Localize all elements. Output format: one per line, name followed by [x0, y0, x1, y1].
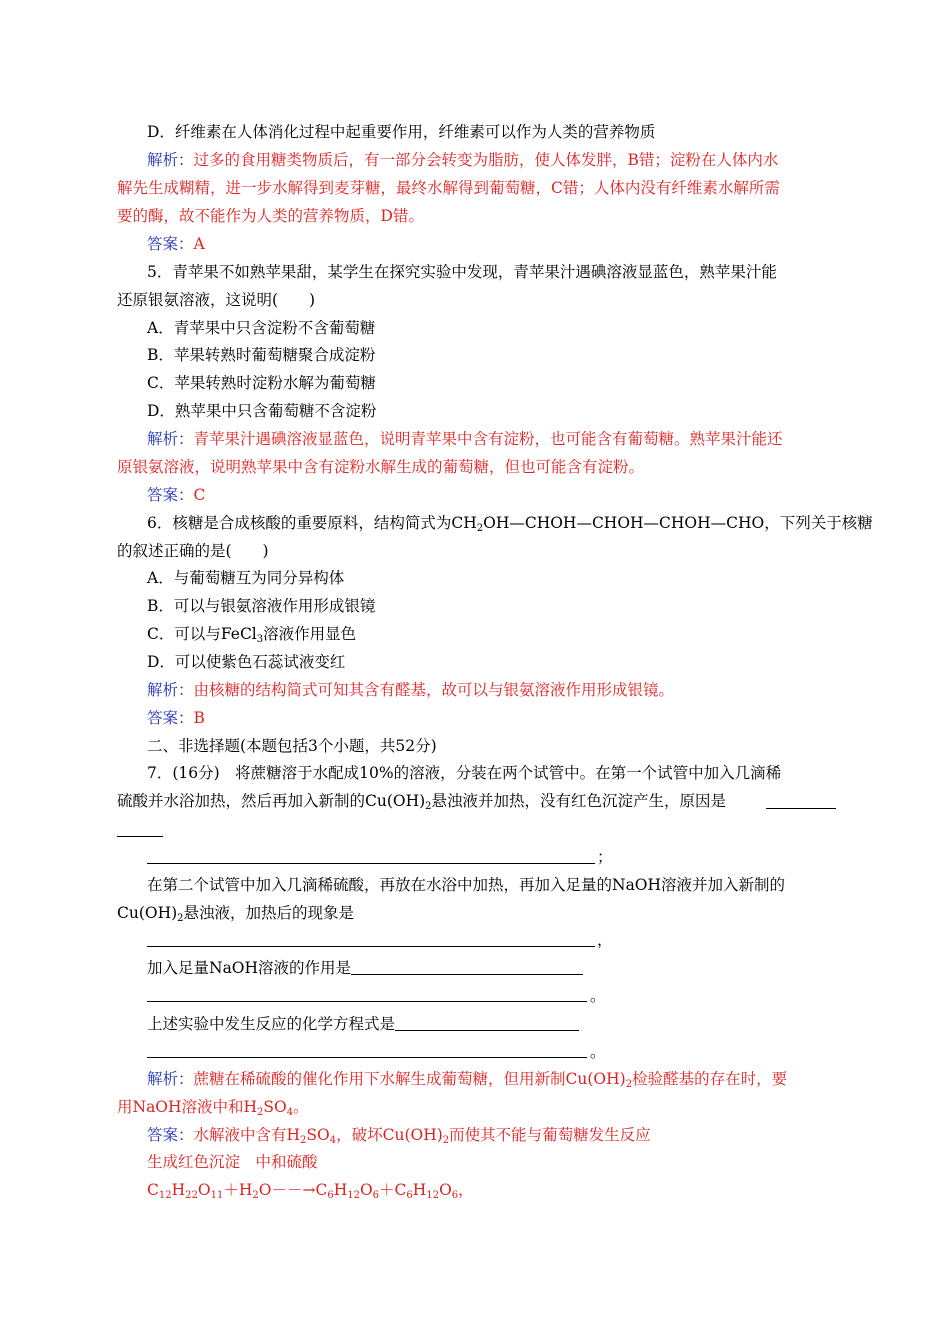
q4-analysis-line1: 解析：过多的食用糖类物质后，有一部分会转变为脂肪，使人体发胖，B错；淀粉在人体内水 [147, 151, 779, 169]
q6-option-d: D．可以使紫色石蕊试液变红 [147, 653, 346, 671]
q6-option-c: C．可以与FeCl$_3$溶液作用显色 [147, 625, 357, 645]
q5-option-b: B．苹果转熟时葡萄糖聚合成淀粉 [147, 346, 376, 364]
q4-option-d: D．纤维素在人体消化过程中起重要作用，纤维素可以作为人类的营养物质 [147, 123, 656, 141]
q4-answer: 答案：A [147, 235, 205, 253]
q6-stem-line2: 的叙述正确的是( ) [117, 542, 269, 560]
answer-blank-1c[interactable] [147, 863, 595, 864]
q5-answer: 答案：C [147, 486, 206, 504]
q7-answer-line1: 答案：水解液中含有$H_2SO_4$，破坏$Cu(OH)_2$而使其不能与葡萄糖发生反应 [147, 1126, 651, 1146]
q6-option-b: B．可以与银氨溶液作用形成银镜 [147, 597, 376, 615]
comma: ， [597, 931, 613, 949]
q7-para2-line1: 在第二个试管中加入几滴稀硫酸，再放在水浴中加热，再加入足量的NaOH溶液并加入新制的 [147, 876, 786, 894]
q5-option-a: A．青苹果中只含淀粉不含葡萄糖 [147, 319, 376, 337]
analysis-label: 解析： [147, 151, 194, 169]
answer-blank-1b[interactable] [117, 836, 163, 837]
q7-stem-line2: 硫酸并水浴加热，然后再加入新制的$Cu(OH)_2$悬浊液并加热，没有红色沉淀产生，原因是 [117, 792, 727, 812]
q7-equation-prompt: 上述实验中发生反应的化学方程式是 [147, 1014, 579, 1034]
period-2: 。 [590, 1043, 606, 1061]
q6-answer: 答案：B [147, 709, 205, 727]
q7-answer-line2: 生成红色沉淀 中和硫酸 [147, 1153, 318, 1171]
period-1: 。 [590, 987, 606, 1005]
section-heading: 二、非选择题(本题包括3个小题，共52分) [147, 737, 437, 755]
q7-para2-line2: $Cu(OH)_2$悬浊液，加热后的现象是 [117, 904, 355, 924]
answer-blank-1a[interactable] [766, 808, 836, 809]
q5-option-c: C．苹果转熟时淀粉水解为葡萄糖 [147, 374, 376, 392]
answer-blank-4a[interactable] [395, 1014, 579, 1031]
answer-blank-4b[interactable] [147, 1057, 587, 1058]
q7-analysis-line2: 用NaOH溶液中和$H_2SO_4$。 [117, 1098, 309, 1118]
q5-analysis-line2: 原银氨溶液，说明熟苹果中含有淀粉水解生成的葡萄糖，但也可能含有淀粉。 [117, 458, 645, 476]
q5-option-d: D．熟苹果中只含葡萄糖不含淀粉 [147, 402, 377, 420]
answer-blank-3a[interactable] [351, 958, 583, 975]
q4-analysis-line2: 解先生成糊精，进一步水解得到麦芽糖，最终水解得到葡萄糖，C错；人体内没有纤维素水解所需 [117, 179, 780, 197]
answer-blank-3b[interactable] [147, 1001, 587, 1002]
answer-blank-2[interactable] [147, 946, 595, 947]
q7-stem-line1: 7．(16分) 将蔗糖溶于水配成10%的溶液，分装在两个试管中。在第一个试管中加入几滴稀 [147, 764, 782, 782]
q5-stem-line1: 5．青苹果不如熟苹果甜，某学生在探究实验中发现，青苹果汁遇碘溶液显蓝色，熟苹果汁能 [147, 263, 777, 281]
q7-naoh-role: 加入足量NaOH溶液的作用是 [147, 958, 583, 978]
q6-stem-line1: 6．核糖是合成核酸的重要原料，结构简式为$CH_2OH—CHOH—CHOH—CHOH—CHO$，下列关于核糖 [147, 514, 873, 534]
semicolon: ； [597, 848, 613, 866]
q5-analysis-line1: 解析：青苹果汁遇碘溶液显蓝色，说明青苹果中含有淀粉，也可能含有葡萄糖。熟苹果汁能还 [147, 430, 783, 448]
q6-option-a: A．与葡萄糖互为同分异构体 [147, 569, 345, 587]
q7-equation: $C_{12}H_{22}O_{11}+H_2O--\to C_6H_{12}O_6+C_6H_{12}O_6$， [147, 1181, 474, 1201]
q7-analysis-line1: 解析：蔗糖在稀硫酸的催化作用下水解生成葡萄糖，但用新制$Cu(OH)_2$检验醛基的存在时，要 [147, 1070, 788, 1090]
q5-stem-line2: 还原银氨溶液，这说明( ) [117, 291, 316, 309]
q4-analysis-line3: 要的酶，故不能作为人类的营养物质，D错。 [117, 207, 424, 225]
q6-analysis: 解析：由核糖的结构简式可知其含有醛基，故可以与银氨溶液作用形成银镜。 [147, 681, 675, 699]
